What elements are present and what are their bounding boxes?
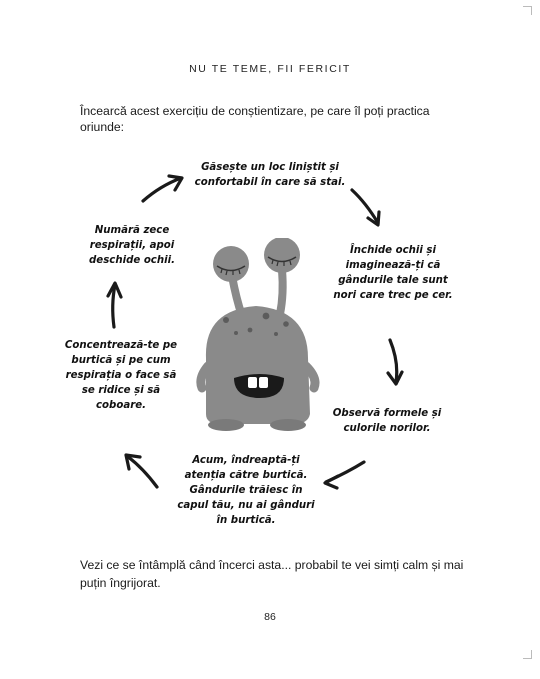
monster-illustration: [196, 238, 336, 438]
arrow-icon-right: [388, 340, 402, 384]
arrow-icon-bottom-right: [325, 462, 364, 488]
intro-paragraph: Încearcă acest exercițiu de conștientizare, pe care îl poți practica oriunde:: [80, 104, 430, 134]
cycle-step-6: Numără zece respirații, apoi deschide ochii.: [89, 225, 175, 266]
cycle-step-2: Închide ochii și imaginează-ți că gândurile tale sunt nori care trec pe cer.: [333, 245, 453, 301]
arrow-icon-top-left: [143, 176, 182, 201]
cycle-step-5: Concentrează-te pe burtică și pe cum respirația o face să se ridice și să coboare.: [64, 340, 178, 411]
page-number: 86: [264, 611, 276, 623]
arrow-icon-bottom-left: [126, 455, 157, 487]
closing-paragraph: Vezi ce se întâmplă când încerci asta... probabil te vei simți calm și mai puțin îngrijorat.: [80, 558, 464, 590]
arrow-icon-left: [108, 283, 121, 327]
cycle-step-3: Observă formele și culorile norilor.: [332, 408, 442, 434]
cycle-step-4: Acum, îndreaptă-ți atenția către burtică. Gândurile trăiesc în capul tău, nu ai gânduri în burtică.: [177, 455, 315, 526]
running-header: NU TE TEME, FII FERICIT: [189, 63, 351, 75]
cycle-step-1: Găsește un loc liniștit și confortabil în care să stai.: [194, 162, 346, 188]
arrow-icon-top-right: [352, 190, 379, 225]
